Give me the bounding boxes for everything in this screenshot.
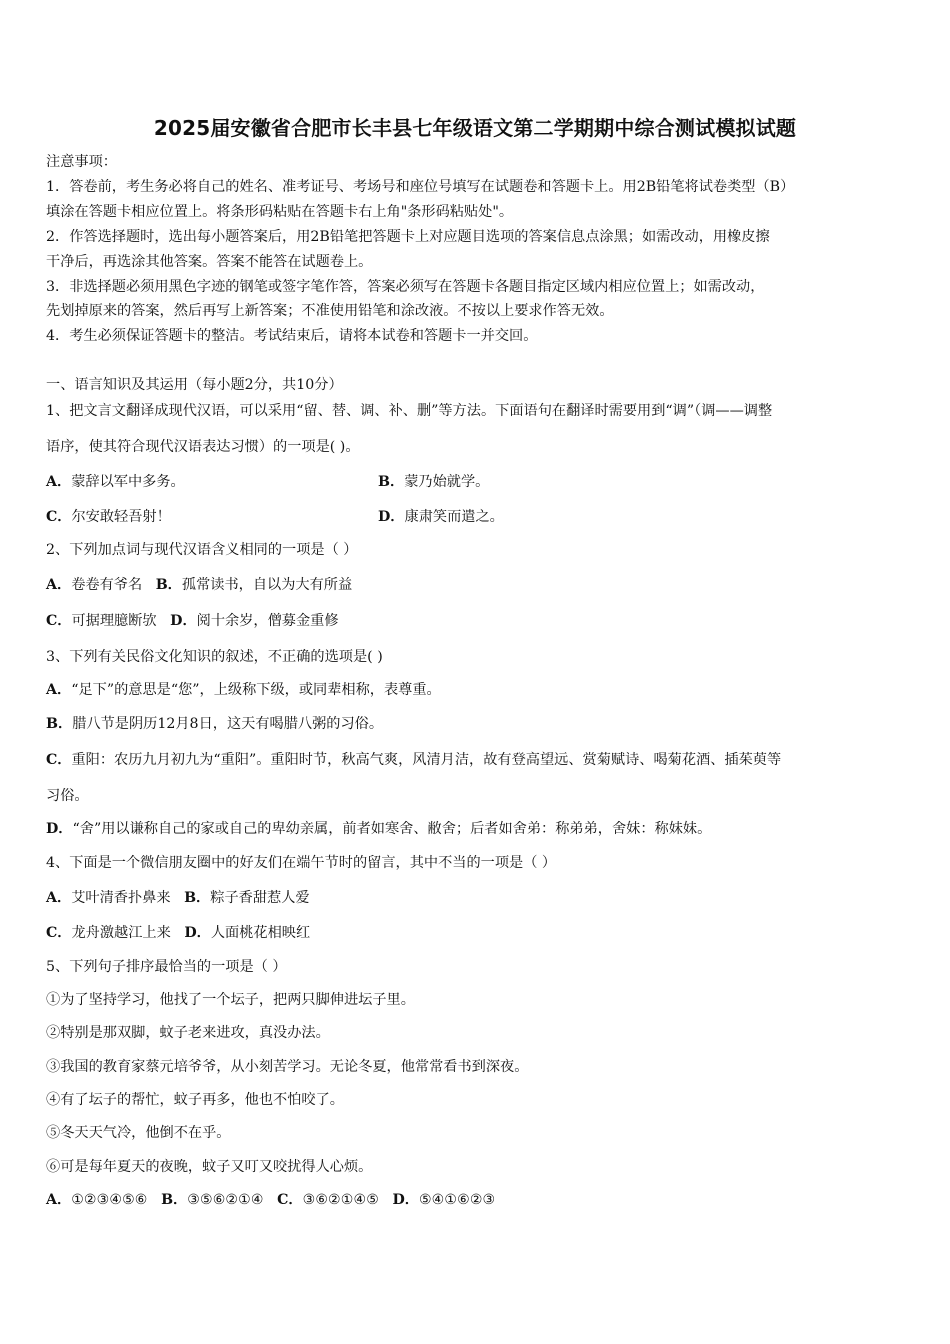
question-5-sentence: ①为了坚持学习，他找了一个坛子，把两只脚伸进坛子里。	[46, 992, 415, 1008]
option-label: A．	[46, 474, 72, 490]
option-text: 可据理臆断欤	[71, 613, 157, 629]
option-text: 蒙乃始就学。	[404, 474, 490, 490]
question-3-option-c	[46, 750, 781, 770]
option-label: C．	[277, 1192, 303, 1208]
option-text: ③⑤⑥②①④	[187, 1192, 264, 1208]
question-3-stem: 3、下列有关民俗文化知识的叙述，不正确的选项是( )	[46, 649, 383, 665]
notice-line: 1．答卷前，考生务必将自己的姓名、准考证号、考场号和座位号填写在试题卷和答题卡上。用2B铅笔将试卷类型（B）	[46, 179, 795, 195]
option-text: 人面桃花相映红	[210, 925, 311, 941]
question-3-option-a	[46, 680, 441, 700]
option-label: B．	[378, 474, 405, 490]
question-5-sentence: ⑥可是每年夏天的夜晚，蚊子又叮又咬扰得人心烦。	[46, 1159, 373, 1175]
option-text: ③⑥②①④⑤	[302, 1192, 379, 1208]
notice-line: 2．作答选择题时，选出每小题答案后，用2B铅笔把答题卡上对应题目选项的答案信息点涂黑；如需改动，用橡皮擦	[46, 229, 770, 245]
notice-heading: 注意事项：	[46, 154, 117, 170]
option-text: 孤常读书，自以为大有所益	[181, 577, 353, 593]
option-label: D．	[46, 821, 73, 837]
question-1-option-d	[378, 507, 504, 527]
section-heading: 一、语言知识及其运用（每小题2分，共10分）	[46, 377, 343, 393]
option-label: C．	[46, 925, 72, 941]
option-label: D．	[170, 613, 197, 629]
question-1-stem-cont: 语序，使其符合现代汉语表达习惯）的一项是( )。	[46, 439, 360, 455]
question-5-options	[46, 1190, 495, 1210]
notice-line: 4．考生必须保证答题卡的整洁。考试结束后，请将本试卷和答题卡一并交回。	[46, 328, 538, 344]
option-text: 尔安敢轻吾射！	[71, 509, 171, 525]
option-label: A．	[46, 577, 72, 593]
option-label: A．	[46, 682, 72, 698]
option-text: ⑤④①⑥②③	[418, 1192, 496, 1208]
question-1-option-a	[46, 472, 185, 492]
option-text: 艾叶清香扑鼻来	[71, 890, 171, 906]
question-3-option-d	[46, 819, 711, 839]
question-5-sentence: ③我国的教育家蔡元培爷爷，从小刻苦学习。无论冬夏，他常常看书到深夜。	[46, 1059, 529, 1075]
question-4-options-ab	[46, 888, 310, 908]
option-text: 龙舟激越江上来	[71, 925, 171, 941]
notice-line: 3．非选择题必须用黑色字迹的钢笔或签字笔作答，答案必须写在答题卡各题目指定区域内相应位置上；如需改动，	[46, 279, 765, 295]
option-label: B．	[155, 577, 182, 593]
question-3-option-c-cont: 习俗。	[46, 788, 89, 804]
option-label: D．	[378, 509, 405, 525]
notice-line: 干净后，再选涂其他答案。答案不能答在试题卷上。	[46, 254, 373, 270]
question-1-option-b	[378, 472, 489, 492]
question-3-option-b	[46, 714, 383, 734]
question-1-option-c	[46, 507, 171, 527]
option-label: A．	[46, 890, 72, 906]
option-label: D．	[184, 925, 211, 941]
question-4-stem: 4、下面是一个微信朋友圈中的好友们在端午节时的留言，其中不当的一项是（ ）	[46, 855, 557, 871]
option-label: B．	[46, 716, 73, 732]
option-text: 康肃笑而遣之。	[404, 509, 504, 525]
option-text: “足下”的意思是“您”，上级称下级，或同辈相称，表尊重。	[71, 682, 441, 698]
question-5-sentence: ④有了坛子的帮忙，蚊子再多，他也不怕咬了。	[46, 1092, 344, 1108]
option-text: ①②③④⑤⑥	[71, 1192, 148, 1208]
notice-line: 填涂在答题卡相应位置上。将条形码粘贴在答题卡右上角"条形码粘贴处"。	[46, 204, 514, 220]
question-1-stem: 1、把文言文翻译成现代汉语，可以采用“留、替、调、补、删”等方法。下面语句在翻译时需要用到“调”（调——调整	[46, 403, 773, 419]
option-label: D．	[392, 1192, 419, 1208]
question-5-sentence: ⑤冬天天气冷，他倒不在乎。	[46, 1125, 231, 1141]
option-text: 卷卷有爷名	[71, 577, 143, 593]
option-label: C．	[46, 752, 72, 768]
option-label: B．	[161, 1192, 188, 1208]
option-text: 粽子香甜惹人爱	[210, 890, 310, 906]
option-label: C．	[46, 509, 72, 525]
option-label: B．	[184, 890, 211, 906]
option-text: 重阳：农历九月初九为“重阳”。重阳时节，秋高气爽，风清月洁，故有登高望远、赏菊赋诗、喝菊花酒、插茱萸等	[71, 752, 782, 768]
question-5-sentence: ②特别是那双脚，蚊子老来进攻，真没办法。	[46, 1025, 330, 1041]
option-text: 蒙辞以军中多务。	[71, 474, 185, 490]
question-5-stem: 5、下列句子排序最恰当的一项是（ ）	[46, 959, 287, 975]
option-label: C．	[46, 613, 72, 629]
page-title: 2025届安徽省合肥市长丰县七年级语文第二学期期中综合测试模拟试题	[153, 116, 797, 140]
question-2-options-ab	[46, 575, 352, 595]
option-text: “舍”用以谦称自己的家或自己的卑幼亲属，前者如寒舍、敝舍；后者如舍弟：称弟弟，舍妹：称妹妹。	[72, 821, 712, 837]
question-4-options-cd	[46, 923, 310, 943]
option-label: A．	[46, 1192, 72, 1208]
option-text: 腊八节是阴历12月8日，这天有喝腊八粥的习俗。	[72, 716, 384, 732]
notice-line: 先划掉原来的答案，然后再写上新答案；不准使用铅笔和涂改液。不按以上要求作答无效。	[46, 303, 614, 319]
option-text: 阅十余岁，僧募金重修	[196, 613, 339, 629]
question-2-stem: 2、下列加点词与现代汉语含义相同的一项是（ ）	[46, 542, 358, 558]
question-2-options-cd	[46, 611, 339, 631]
